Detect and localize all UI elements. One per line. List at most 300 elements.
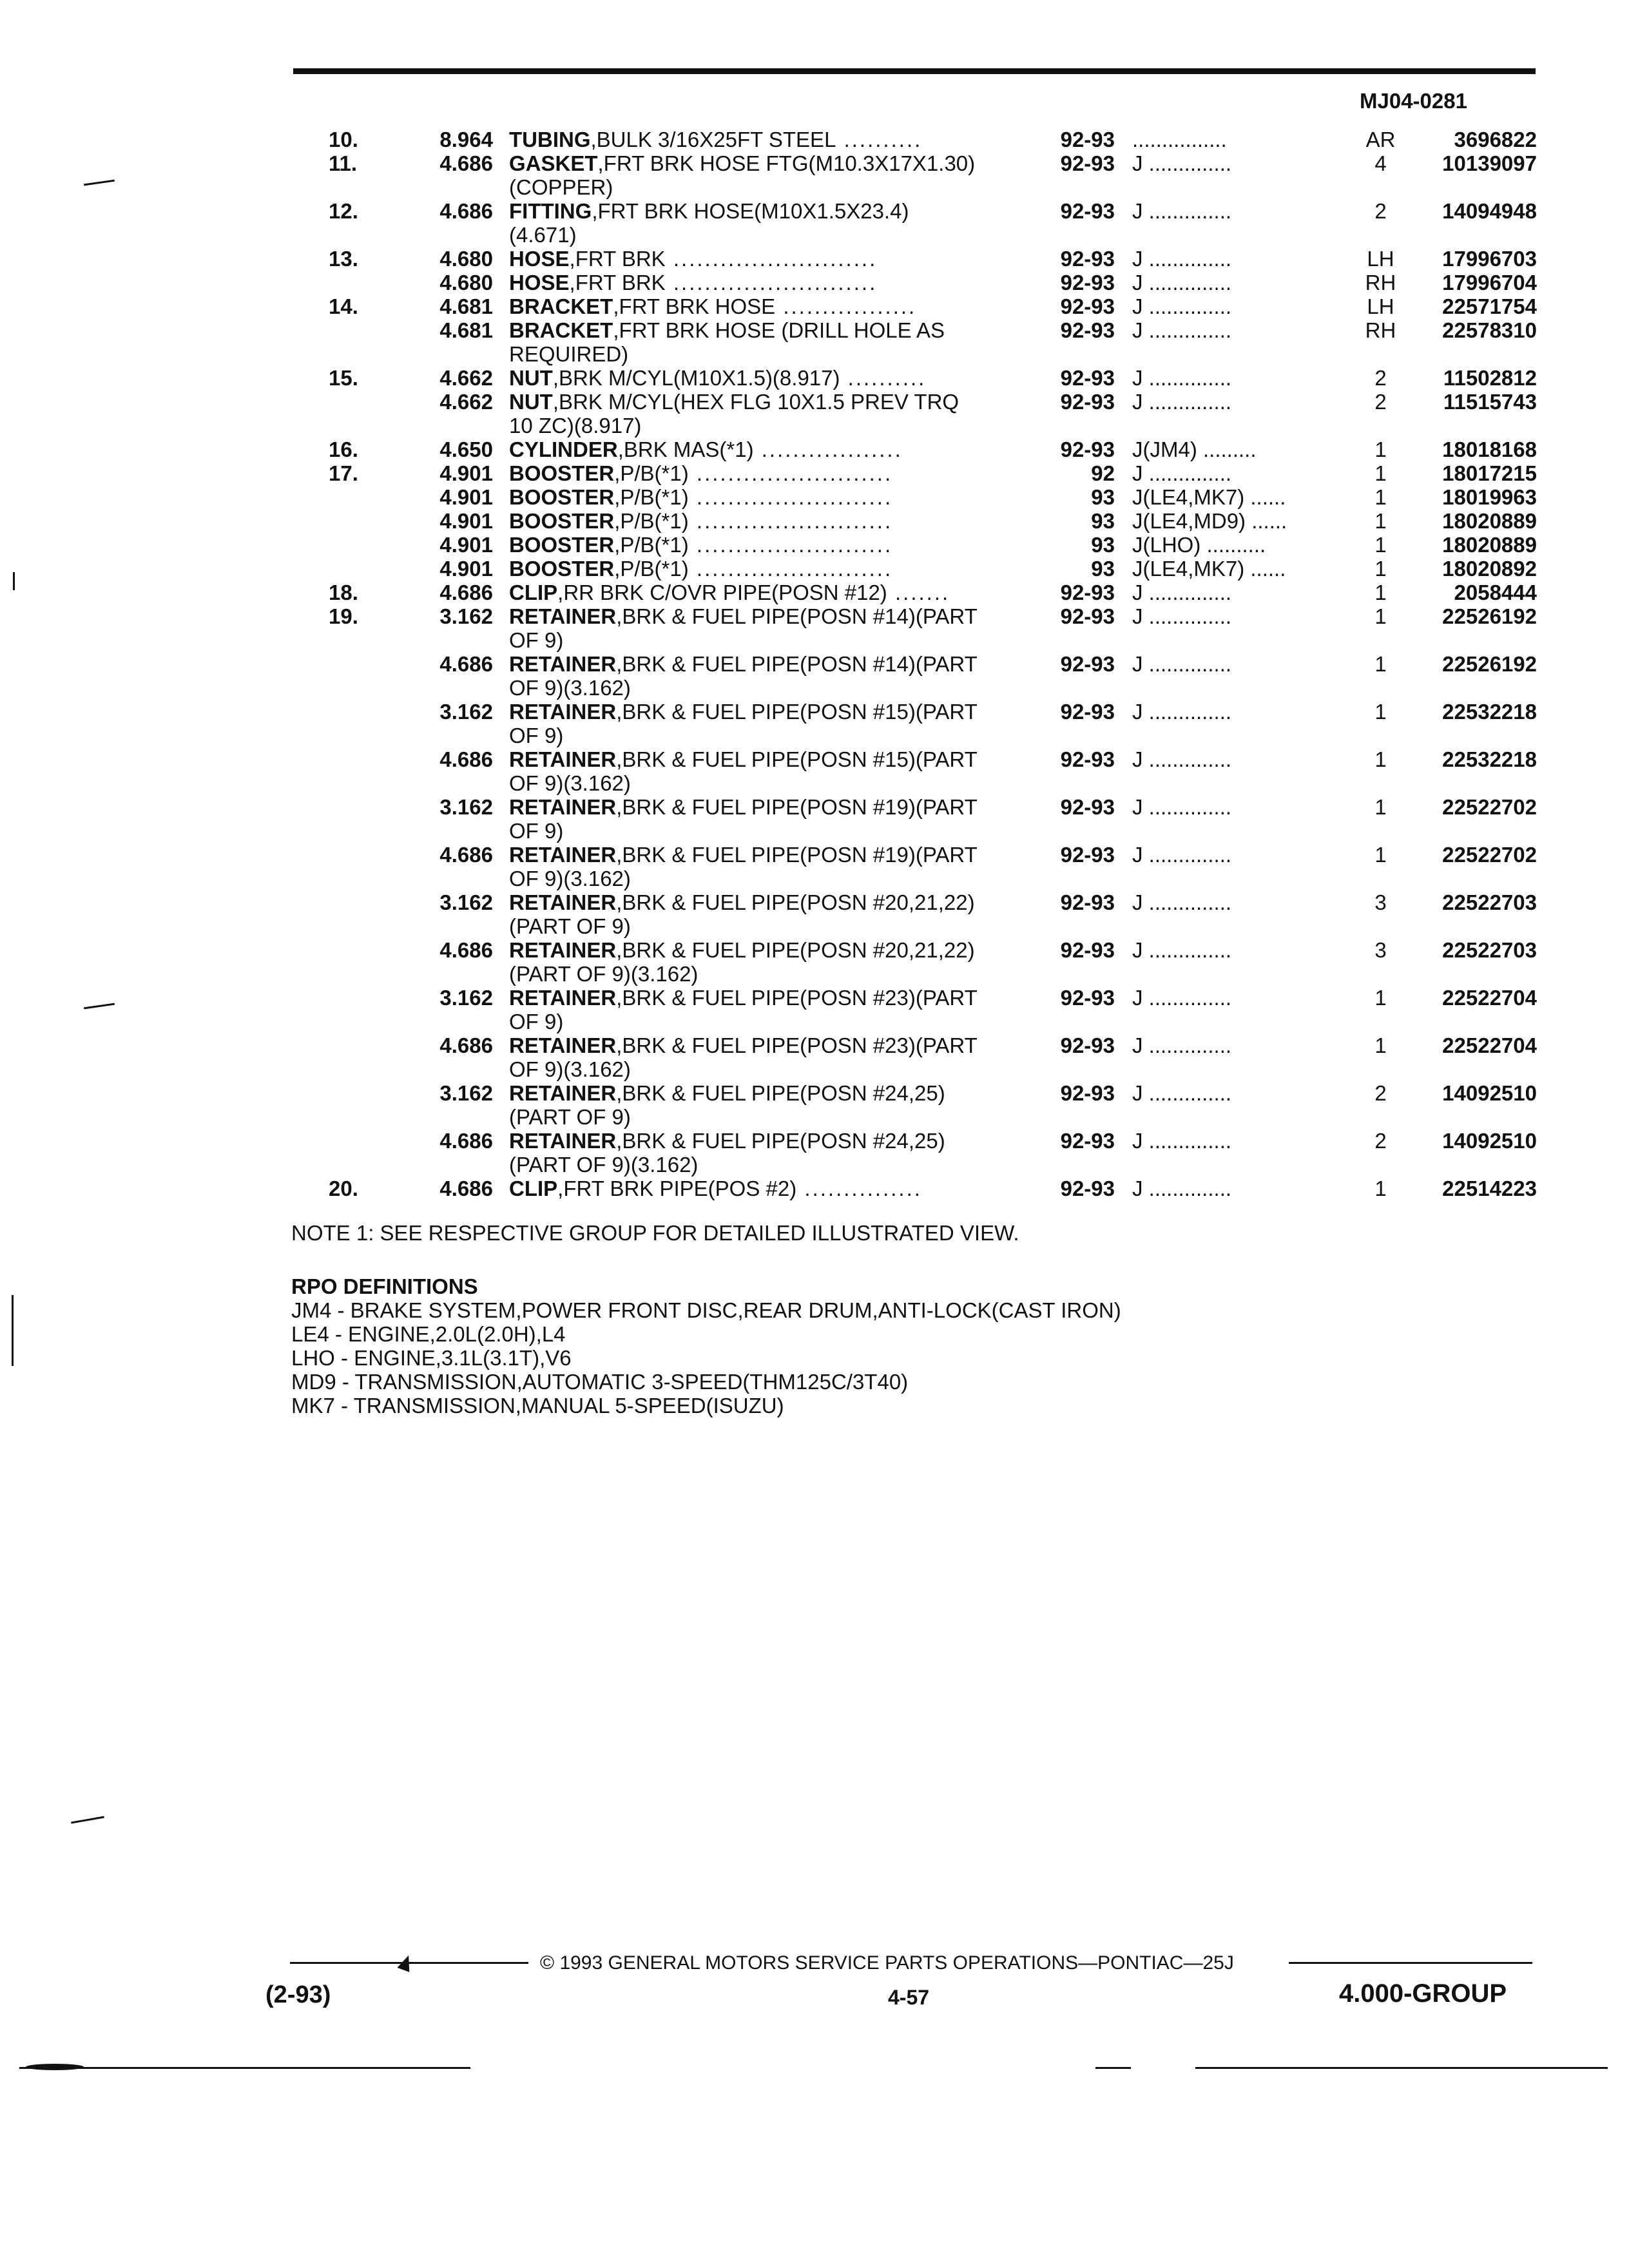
part-row (0, 795, 1629, 843)
part-quantity: 4 (1374, 151, 1387, 175)
part-group-number: 4.680 (439, 271, 493, 294)
part-quantity: 1 (1374, 557, 1387, 581)
part-row (0, 128, 1629, 151)
part-series-rpo: J .............. (1132, 938, 1232, 962)
part-row (0, 318, 1629, 366)
part-description-text: ,BRK MAS(*1) (617, 437, 754, 461)
part-group-number: 4.686 (439, 581, 493, 604)
part-number: 11502812 (1443, 366, 1537, 390)
footer-copyright: © 1993 GENERAL MOTORS SERVICE PARTS OPERATIONS—PONTIAC—25J (540, 1952, 1234, 1974)
part-number: 18020892 (1442, 557, 1537, 581)
part-description (509, 271, 1041, 294)
part-number: 22532218 (1442, 700, 1537, 724)
part-quantity: 1 (1374, 652, 1387, 676)
part-name: CLIP (509, 1177, 558, 1200)
part-group-number: 4.662 (439, 390, 493, 414)
part-group-number: 4.686 (439, 938, 493, 962)
part-model-years: 92-93 (1060, 247, 1115, 271)
part-number: 22514223 (1442, 1177, 1537, 1200)
part-series-rpo: J .............. (1132, 151, 1232, 175)
part-series-rpo: J .............. (1132, 461, 1232, 485)
part-quantity: LH (1367, 247, 1394, 271)
part-description (509, 747, 1041, 795)
part-name: RETAINER (509, 938, 617, 962)
part-group-number: 4.662 (439, 366, 493, 390)
part-description (509, 151, 1041, 199)
part-name: RETAINER (509, 700, 617, 724)
part-number: 10139097 (1442, 151, 1537, 175)
part-description (509, 604, 1041, 652)
part-group-number: 3.162 (439, 1081, 493, 1105)
part-description-continued: OF 9)(3.162) (509, 867, 631, 890)
part-row (0, 1129, 1629, 1177)
part-series-rpo: J .............. (1132, 199, 1232, 223)
part-name: BOOSTER (509, 533, 615, 557)
part-ref-number: 10. (329, 128, 358, 151)
part-group-number: 3.162 (439, 890, 493, 914)
part-description-text: ,BRK & FUEL PIPE(POSN #19)(PART (616, 843, 978, 867)
part-description-text: ,P/B(*1) (614, 461, 689, 485)
part-series-rpo: J .............. (1132, 890, 1232, 914)
part-name: RETAINER (509, 843, 617, 867)
part-model-years: 92-93 (1060, 1129, 1115, 1153)
part-quantity: 1 (1374, 509, 1387, 533)
scan-mark (13, 572, 15, 590)
part-row (0, 509, 1629, 533)
part-series-rpo: J(LE4,MK7) ...... (1132, 485, 1286, 509)
part-series-rpo: J .............. (1132, 1177, 1232, 1200)
part-row (0, 557, 1629, 581)
part-series-rpo: J .............. (1132, 581, 1232, 604)
part-description (509, 437, 1041, 461)
rpo-definitions (291, 1274, 1121, 1418)
footer-date: (2-93) (265, 1981, 331, 2008)
part-ref-number: 13. (329, 247, 358, 271)
footer-rule-right (1289, 1962, 1532, 1964)
part-description-text: ,P/B(*1) (614, 485, 689, 509)
part-name: GASKET (509, 151, 598, 175)
part-name: HOSE (509, 247, 570, 271)
part-group-number: 4.681 (439, 294, 493, 318)
part-description (509, 986, 1041, 1033)
rpo-definition: MD9 - TRANSMISSION,AUTOMATIC 3-SPEED(THM125C/3T40) (291, 1370, 909, 1394)
part-quantity: 1 (1374, 1033, 1387, 1057)
part-number: 11515743 (1443, 390, 1537, 414)
part-number: 22522704 (1442, 1033, 1537, 1057)
part-name: CYLINDER (509, 437, 618, 461)
part-number: 22526192 (1442, 604, 1537, 628)
part-group-number: 4.681 (439, 318, 493, 342)
scan-mark (1095, 2067, 1131, 2069)
part-description-continued: OF 9) (509, 628, 564, 652)
part-number: 17996703 (1442, 247, 1537, 271)
part-model-years: 92-93 (1060, 581, 1115, 604)
part-quantity: 3 (1374, 938, 1387, 962)
part-model-years: 93 (1091, 533, 1115, 557)
part-name: HOSE (509, 271, 570, 294)
part-group-number: 4.901 (439, 485, 493, 509)
part-group-number: 4.686 (439, 199, 493, 223)
part-row (0, 461, 1629, 485)
part-series-rpo: J .............. (1132, 986, 1232, 1010)
part-name: BOOSTER (509, 557, 615, 581)
leader-dots: .......................... (665, 271, 878, 294)
part-ref-number: 11. (329, 151, 358, 175)
part-description (509, 843, 1041, 890)
leader-dots: .......................... (665, 247, 878, 271)
leader-dots: .......... (836, 128, 923, 151)
part-group-number: 4.650 (439, 437, 493, 461)
part-description-text: ,BRK & FUEL PIPE(POSN #19)(PART (616, 795, 978, 819)
leader-dots: ......................... (688, 485, 893, 509)
part-description-continued: (COPPER) (509, 175, 613, 199)
part-number: 18020889 (1442, 533, 1537, 557)
part-description (509, 318, 1041, 366)
part-description (509, 366, 1041, 390)
part-description-text: ,FRT BRK (569, 247, 666, 271)
part-description-text: ,BRK M/CYL(M10X1.5)(8.917) (552, 366, 840, 390)
part-description-continued: REQUIRED) (509, 342, 629, 366)
scan-mark (26, 2064, 84, 2070)
part-model-years: 92-93 (1060, 437, 1115, 461)
part-description-text: ,P/B(*1) (614, 557, 689, 581)
part-ref-number: 17. (329, 461, 358, 485)
part-row (0, 1177, 1629, 1200)
part-quantity: RH (1365, 318, 1396, 342)
part-group-number: 4.901 (439, 557, 493, 581)
part-number: 22522704 (1442, 986, 1537, 1010)
leader-dots: ......................... (688, 461, 893, 485)
scan-mark (1195, 2067, 1608, 2069)
part-quantity: LH (1367, 294, 1394, 318)
part-group-number: 3.162 (439, 700, 493, 724)
part-model-years: 92-93 (1060, 652, 1115, 676)
part-description-text: ,FRT BRK HOSE(M10X1.5X23.4) (592, 199, 909, 223)
part-row (0, 151, 1629, 199)
part-number: 22522702 (1442, 843, 1537, 867)
part-quantity: 1 (1374, 533, 1387, 557)
part-model-years: 92-93 (1060, 986, 1115, 1010)
part-quantity: 1 (1374, 1177, 1387, 1200)
part-series-rpo: J .............. (1132, 271, 1232, 294)
part-group-number: 4.686 (439, 1033, 493, 1057)
part-description-continued: 10 ZC)(8.917) (509, 414, 642, 437)
part-group-number: 3.162 (439, 986, 493, 1010)
part-quantity: 3 (1374, 890, 1387, 914)
part-series-rpo: J .............. (1132, 1081, 1232, 1105)
part-description (509, 1177, 1041, 1200)
part-description (509, 247, 1041, 271)
part-description-continued: OF 9)(3.162) (509, 1057, 631, 1081)
part-model-years: 92-93 (1060, 366, 1115, 390)
part-number: 22522703 (1442, 890, 1537, 914)
part-description (509, 1081, 1041, 1129)
part-number: 22571754 (1442, 294, 1537, 318)
leader-dots: ....... (887, 581, 950, 604)
part-model-years: 93 (1091, 485, 1115, 509)
part-row (0, 581, 1629, 604)
part-ref-number: 16. (329, 437, 358, 461)
part-quantity: 1 (1374, 843, 1387, 867)
rpo-definition: LE4 - ENGINE,2.0L(2.0H),L4 (291, 1322, 566, 1346)
part-series-rpo: J .............. (1132, 700, 1232, 724)
part-name: RETAINER (509, 986, 617, 1010)
part-description-text: ,BRK & FUEL PIPE(POSN #15)(PART (616, 747, 978, 771)
leader-dots: ......................... (688, 533, 893, 557)
part-row (0, 938, 1629, 986)
part-description-text: ,FRT BRK HOSE (613, 294, 776, 318)
part-description (509, 1033, 1041, 1081)
part-quantity: 2 (1374, 366, 1387, 390)
part-number: 14092510 (1442, 1081, 1537, 1105)
parts-list (0, 128, 1629, 1200)
part-group-number: 3.162 (439, 795, 493, 819)
part-description-text: ,BRK & FUEL PIPE(POSN #20,21,22) (616, 938, 975, 962)
part-quantity: 1 (1374, 461, 1387, 485)
part-series-rpo: J .............. (1132, 247, 1232, 271)
part-series-rpo: J .............. (1132, 366, 1232, 390)
part-model-years: 92-93 (1060, 294, 1115, 318)
part-description-continued: (PART OF 9) (509, 914, 631, 938)
part-quantity: 1 (1374, 437, 1387, 461)
footer-group: 4.000-GROUP (1339, 1979, 1507, 2008)
part-series-rpo: J .............. (1132, 747, 1232, 771)
part-series-rpo: J .............. (1132, 843, 1232, 867)
part-model-years: 93 (1091, 557, 1115, 581)
part-group-number: 4.686 (439, 652, 493, 676)
part-description-text: ,BRK & FUEL PIPE(POSN #14)(PART (616, 604, 978, 628)
part-description-continued: OF 9)(3.162) (509, 771, 631, 795)
part-group-number: 3.162 (439, 604, 493, 628)
part-ref-number: 19. (329, 604, 358, 628)
part-row (0, 294, 1629, 318)
part-description (509, 938, 1041, 986)
leader-dots: ......................... (688, 509, 893, 533)
part-row (0, 652, 1629, 700)
rpo-definition: MK7 - TRANSMISSION,MANUAL 5-SPEED(ISUZU) (291, 1394, 784, 1418)
part-quantity: 2 (1374, 1081, 1387, 1105)
part-group-number: 4.901 (439, 461, 493, 485)
part-description (509, 128, 1041, 151)
part-model-years: 92-93 (1060, 604, 1115, 628)
part-series-rpo: J .............. (1132, 294, 1232, 318)
part-row (0, 1033, 1629, 1081)
part-description-text: ,P/B(*1) (614, 533, 689, 557)
part-description-text: ,BRK & FUEL PIPE(POSN #23)(PART (616, 986, 978, 1010)
part-quantity: 1 (1374, 795, 1387, 819)
part-model-years: 92-93 (1060, 128, 1115, 151)
part-description-text: ,FRT BRK HOSE FTG(M10.3X17X1.30) (597, 151, 976, 175)
footer-page-number: 4-57 (888, 1986, 930, 2009)
part-number: 18018168 (1442, 437, 1537, 461)
part-description-continued: OF 9)(3.162) (509, 676, 631, 700)
leader-dots: .......... (840, 366, 927, 390)
part-name: TUBING (509, 128, 591, 151)
part-description (509, 461, 1041, 485)
part-name: NUT (509, 366, 553, 390)
part-quantity: 2 (1374, 199, 1387, 223)
part-row (0, 247, 1629, 271)
part-number: 18020889 (1442, 509, 1537, 533)
part-model-years: 92-93 (1060, 1177, 1115, 1200)
part-series-rpo: J(LE4,MD9) ...... (1132, 509, 1287, 533)
part-name: BRACKET (509, 318, 613, 342)
part-description-continued: OF 9) (509, 724, 564, 747)
top-rule (293, 68, 1536, 74)
part-quantity: 2 (1374, 1129, 1387, 1153)
part-row (0, 604, 1629, 652)
part-model-years: 92-93 (1060, 271, 1115, 294)
part-description (509, 1129, 1041, 1177)
part-row (0, 890, 1629, 938)
part-group-number: 8.964 (439, 128, 493, 151)
part-description-text: ,BRK & FUEL PIPE(POSN #24,25) (616, 1081, 945, 1105)
part-series-rpo: J .............. (1132, 795, 1232, 819)
part-quantity: 1 (1374, 604, 1387, 628)
part-description-text: ,BRK & FUEL PIPE(POSN #15)(PART (616, 700, 978, 724)
part-row (0, 485, 1629, 509)
part-name: RETAINER (509, 1081, 617, 1105)
part-series-rpo: J .............. (1132, 652, 1232, 676)
part-ref-number: 15. (329, 366, 358, 390)
part-description-text: ,BRK & FUEL PIPE(POSN #14)(PART (616, 652, 978, 676)
part-row (0, 390, 1629, 437)
part-series-rpo: J(LE4,MK7) ...... (1132, 557, 1286, 581)
part-quantity: 1 (1374, 700, 1387, 724)
part-quantity: 2 (1374, 390, 1387, 414)
part-series-rpo: J .............. (1132, 1129, 1232, 1153)
part-group-number: 4.901 (439, 509, 493, 533)
part-group-number: 4.680 (439, 247, 493, 271)
part-name: BOOSTER (509, 509, 615, 533)
part-group-number: 4.686 (439, 151, 493, 175)
part-description (509, 581, 1041, 604)
part-description-text: ,FRT BRK HOSE (DRILL HOLE AS (613, 318, 945, 342)
part-name: RETAINER (509, 1033, 617, 1057)
part-model-years: 92-93 (1060, 199, 1115, 223)
part-name: RETAINER (509, 795, 617, 819)
part-ref-number: 14. (329, 294, 358, 318)
part-model-years: 92-93 (1060, 795, 1115, 819)
part-description (509, 199, 1041, 247)
part-model-years: 92-93 (1060, 1081, 1115, 1105)
part-row (0, 271, 1629, 294)
part-model-years: 92-93 (1060, 700, 1115, 724)
part-series-rpo: J .............. (1132, 390, 1232, 414)
part-number: 22522703 (1442, 938, 1537, 962)
part-number: 2058444 (1454, 581, 1537, 604)
part-series-rpo: J .............. (1132, 1033, 1232, 1057)
part-series-rpo: J(JM4) ......... (1132, 437, 1257, 461)
part-name: RETAINER (509, 1129, 617, 1153)
leader-dots: ............... (796, 1177, 922, 1200)
part-description (509, 652, 1041, 700)
part-name: BOOSTER (509, 461, 615, 485)
part-description-continued: OF 9) (509, 1010, 564, 1033)
part-name: NUT (509, 390, 553, 414)
part-number: 22526192 (1442, 652, 1537, 676)
part-row (0, 843, 1629, 890)
part-description-text: ,P/B(*1) (614, 509, 689, 533)
part-model-years: 92-93 (1060, 151, 1115, 175)
scan-mark (19, 2067, 470, 2069)
rpo-definition: LHO - ENGINE,3.1L(3.1T),V6 (291, 1346, 572, 1370)
part-description-text: ,BRK & FUEL PIPE(POSN #20,21,22) (616, 890, 975, 914)
part-model-years: 92-93 (1060, 747, 1115, 771)
part-quantity: 1 (1374, 581, 1387, 604)
part-description (509, 890, 1041, 938)
part-row (0, 366, 1629, 390)
part-description-text: ,RR BRK C/OVR PIPE(POSN #12) (557, 581, 887, 604)
part-quantity: RH (1365, 271, 1396, 294)
part-row (0, 1081, 1629, 1129)
leader-dots: ................. (775, 294, 917, 318)
leader-dots: ......................... (688, 557, 893, 581)
scan-mark (12, 1295, 14, 1366)
rpo-definitions-title: RPO DEFINITIONS (291, 1274, 478, 1298)
part-row (0, 437, 1629, 461)
part-row (0, 700, 1629, 747)
part-description (509, 795, 1041, 843)
part-series-rpo: J .............. (1132, 604, 1232, 628)
part-description (509, 485, 1041, 509)
part-description-continued: (4.671) (509, 223, 577, 247)
part-description-continued: (PART OF 9)(3.162) (509, 1153, 699, 1177)
part-number: 22522702 (1442, 795, 1537, 819)
part-series-rpo: J .............. (1132, 318, 1232, 342)
part-quantity: 1 (1374, 986, 1387, 1010)
part-name: RETAINER (509, 604, 617, 628)
part-ref-number: 18. (329, 581, 358, 604)
part-ref-number: 20. (329, 1177, 358, 1200)
part-description (509, 294, 1041, 318)
rpo-definition: JM4 - BRAKE SYSTEM,POWER FRONT DISC,REAR DRUM,ANTI-LOCK(CAST IRON) (291, 1298, 1121, 1322)
part-quantity: AR (1365, 128, 1396, 151)
part-description (509, 390, 1041, 437)
part-number: 22578310 (1442, 318, 1537, 342)
part-model-years: 92-93 (1060, 318, 1115, 342)
part-description-text: ,FRT BRK (569, 271, 666, 294)
part-group-number: 4.901 (439, 533, 493, 557)
part-model-years: 92-93 (1060, 843, 1115, 867)
scan-mark (71, 1816, 104, 1824)
part-group-number: 4.686 (439, 843, 493, 867)
part-name: RETAINER (509, 890, 617, 914)
part-group-number: 4.686 (439, 1177, 493, 1200)
part-description-continued: (PART OF 9)(3.162) (509, 962, 699, 986)
part-description-text: ,BULK 3/16X25FT STEEL (590, 128, 836, 151)
part-name: FITTING (509, 199, 592, 223)
part-row (0, 199, 1629, 247)
part-description (509, 557, 1041, 581)
part-number: 18019963 (1442, 485, 1537, 509)
part-description-text: ,BRK M/CYL(HEX FLG 10X1.5 PREV TRQ (552, 390, 959, 414)
part-description (509, 700, 1041, 747)
part-group-number: 4.686 (439, 747, 493, 771)
part-row (0, 533, 1629, 557)
note-1: NOTE 1: SEE RESPECTIVE GROUP FOR DETAILED ILLUSTRATED VIEW. (291, 1221, 1019, 1245)
leader-dots: .................. (753, 437, 903, 461)
part-number: 18017215 (1442, 461, 1537, 485)
part-name: RETAINER (509, 747, 617, 771)
part-description-text: ,BRK & FUEL PIPE(POSN #24,25) (616, 1129, 945, 1153)
part-description-text: ,FRT BRK PIPE(POS #2) (557, 1177, 797, 1200)
part-description (509, 509, 1041, 533)
part-number: 14094948 (1442, 199, 1537, 223)
part-description-text: ,BRK & FUEL PIPE(POSN #23)(PART (616, 1033, 978, 1057)
part-model-years: 92-93 (1060, 890, 1115, 914)
part-ref-number: 12. (329, 199, 358, 223)
